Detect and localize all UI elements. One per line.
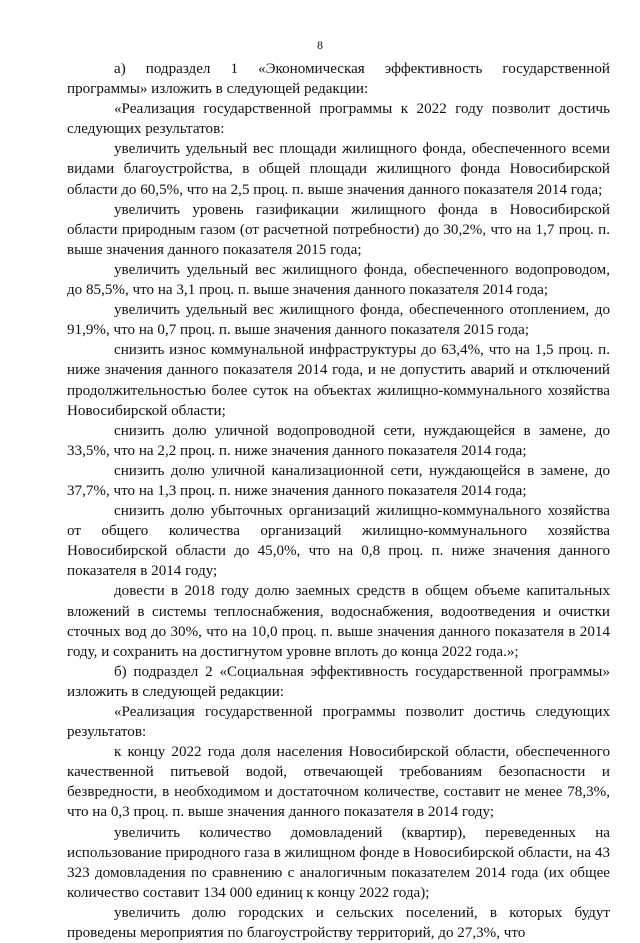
paragraph: увеличить количество домовладений (квартир), переведенных на использование природного газа в жилищном фонде в Новосибирской области, на 43 323 домовладения по сравнению с аналогичным показателем 2014 года (их общее количество составит 134 000 единиц к концу 2022 года);: [67, 824, 610, 901]
paragraph: «Реализация государственной программы позволит достичь следующих результатов:: [67, 704, 610, 741]
paragraph: «Реализация государственной программы к 2022 году позволит достичь следующих результатов:: [67, 101, 610, 138]
paragraph: а) подраздел 1 «Экономическая эффективность государственной программы» изложить в следующей редакции:: [67, 61, 610, 98]
paragraph: увеличить уровень газификации жилищного фонда в Новосибирской области природным газом (от расчетной потребности) до 30,2%, что на 1,7 проц. п. выше значения данного показателя 2015 года;: [67, 201, 610, 258]
paragraph: снизить износ коммунальной инфраструктуры до 63,4%, что на 1,5 проц. п. ниже значения данного показателя 2014 года, и не допустить аварий и отключений продолжительностью более суток на объектах жилищно-коммунального хозяйства Новосибирской области;: [67, 342, 610, 419]
paragraph: довести в 2018 году долю заемных средств в общем объеме капитальных вложений в системы теплоснабжения, водоснабжения, водоотведения и очистки сточных вод до 30%, что на 10,0 проц. п. выше значения данного показателя в 2014 году, и сохранить на достигнутом уровне вплоть до конца 2022 года.»;: [67, 583, 610, 660]
paragraph: снизить долю убыточных организаций жилищно-коммунального хозяйства от общего количества организаций жилищно-коммунального хозяйства Новосибирской области до 45,0%, что на 0,8 проц. п. ниже значения данного показателя в 2014 году;: [67, 503, 610, 580]
paragraph: увеличить удельный вес жилищного фонда, обеспеченного водопроводом, до 85,5%, что на 3,1 проц. п. выше значения данного показателя 2014 года;: [67, 261, 610, 299]
paragraph: увеличить долю городских и сельских поселений, в которых будут проведены мероприятия по благоустройству территорий, до 27,3%, что: [67, 904, 610, 942]
paragraph: увеличить удельный вес площади жилищного фонда, обеспеченного всеми видами благоустройства, в общей площади жилищного фонда Новосибирской области до 60,5%, что на 2,5 проц. п. выше значения данного показателя 2014 года;: [67, 141, 610, 198]
paragraph: увеличить удельный вес жилищного фонда, обеспеченного отоплением, до 91,9%, что на 0,7 проц. п. выше значения данного показателя 2015 года;: [67, 302, 610, 339]
paragraph: снизить долю уличной канализационной сети, нуждающейся в замене, до 37,7%, что на 1,3 проц. п. ниже значения данного показателя 2014 года;: [67, 462, 610, 499]
page-number: 8: [317, 38, 323, 52]
paragraph: снизить долю уличной водопроводной сети, нуждающейся в замене, до 33,5%, что на 2,2 проц. п. ниже значения данного показателя 2014 года;: [67, 422, 610, 459]
document-body: [67, 59, 610, 943]
paragraph: б) подраздел 2 «Социальная эффективность государственной программы» изложить в следующей редакции:: [67, 663, 610, 700]
paragraph: к концу 2022 года доля населения Новосибирской области, обеспеченного качественной питьевой водой, отвечающей требованиям безопасности и безвредности, в необходимом и достаточном количестве, составит не менее 78,3%, что на 0,3 проц. п. выше значения данного показателя в 2014 году;: [67, 744, 610, 821]
